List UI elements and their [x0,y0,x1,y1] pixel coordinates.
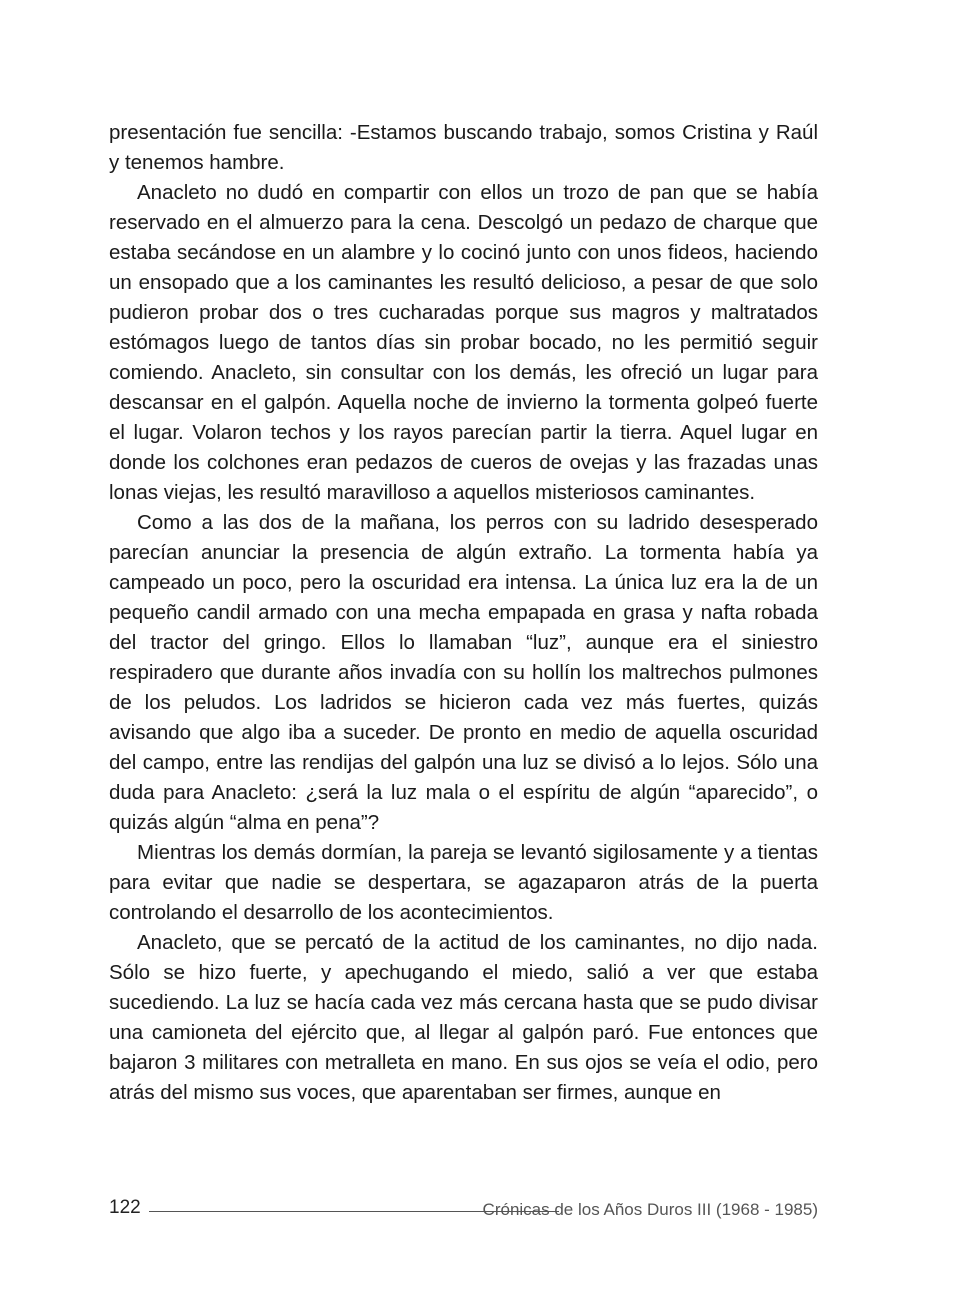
paragraph: Mientras los demás dormían, la pareja se levantó sigilosamente y a tientas para evitar que nadie se despertara, se agazaparon atrás de la puerta controlando el desarrollo de los acontecimientos. [109,841,818,924]
paragraph: Anacleto no dudó en compartir con ellos un trozo de pan que se había reservado en el almuerzo para la cena. Descolgó un pedazo de charque que estaba secándose en un alambre y lo cocinó junto con unos fideos, haciendo un ensopado que a los caminantes les resultó delicioso, a pesar de que solo pudieron probar dos o tres cucharadas porque sus magros y maltratados estómagos luego de tantos días sin probar bocado, no les permitió seguir comiendo. Anacleto, sin consultar con los demás, les ofreció un lugar para descansar en el galpón. Aquella noche de invierno la tormenta golpeó fuerte el lugar. Volaron techos y los rayos parecían partir la tierra. Aquel lugar en donde los colchones eran pedazos de cueros de ovejas y las frazadas unas lonas viejas, les resultó maravilloso a aquellos misteriosos caminantes. [109,181,818,504]
paragraph: Como a las dos de la mañana, los perros con su ladrido desesperado parecían anunciar la presencia de algún extraño. La tormenta había ya campeado un poco, pero la oscuridad era intensa. La única luz era la de un pequeño candil armado con una mecha empapada en grasa y nafta robada del tractor del gringo. Ellos lo llamaban “luz”, aunque era el siniestro respiradero que durante años invadía con su hollín los maltrechos pulmones de los peludos. Los ladridos se hicieron cada vez más fuertes, quizás avisando que algo iba a suceder. De pronto en medio de aquella oscuridad del campo, entre las rendijas del galpón una luz se divisó a lo lejos. Sólo una duda para Anacleto: ¿será la luz mala o el espíritu de algún “aparecido”, o quizás algún “alma en pena”? [109,511,818,834]
paragraph: presentación fue sencilla: -Estamos buscando trabajo, somos Cristina y Raúl y tenemos hambre. [109,121,818,174]
body-text [109,118,818,1108]
page-number: 122 [109,1197,141,1218]
page-footer [109,1196,818,1226]
paragraph: Anacleto, que se percató de la actitud de los caminantes, no dijo nada. Sólo se hizo fuerte, y apechugando el miedo, salió a ver que estaba sucediendo. La luz se hacía cada vez más cercana hasta que se pudo divisar una camioneta del ejército que, al llegar al galpón paró. Fue entonces que bajaron 3 militares con metralleta en mano. En sus ojos se veía el odio, pero atrás del mismo sus voces, que aparentaban ser firmes, aunque en [109,931,818,1104]
book-title: Crónicas de los Años Duros III (1968 - 1985) [482,1200,818,1219]
